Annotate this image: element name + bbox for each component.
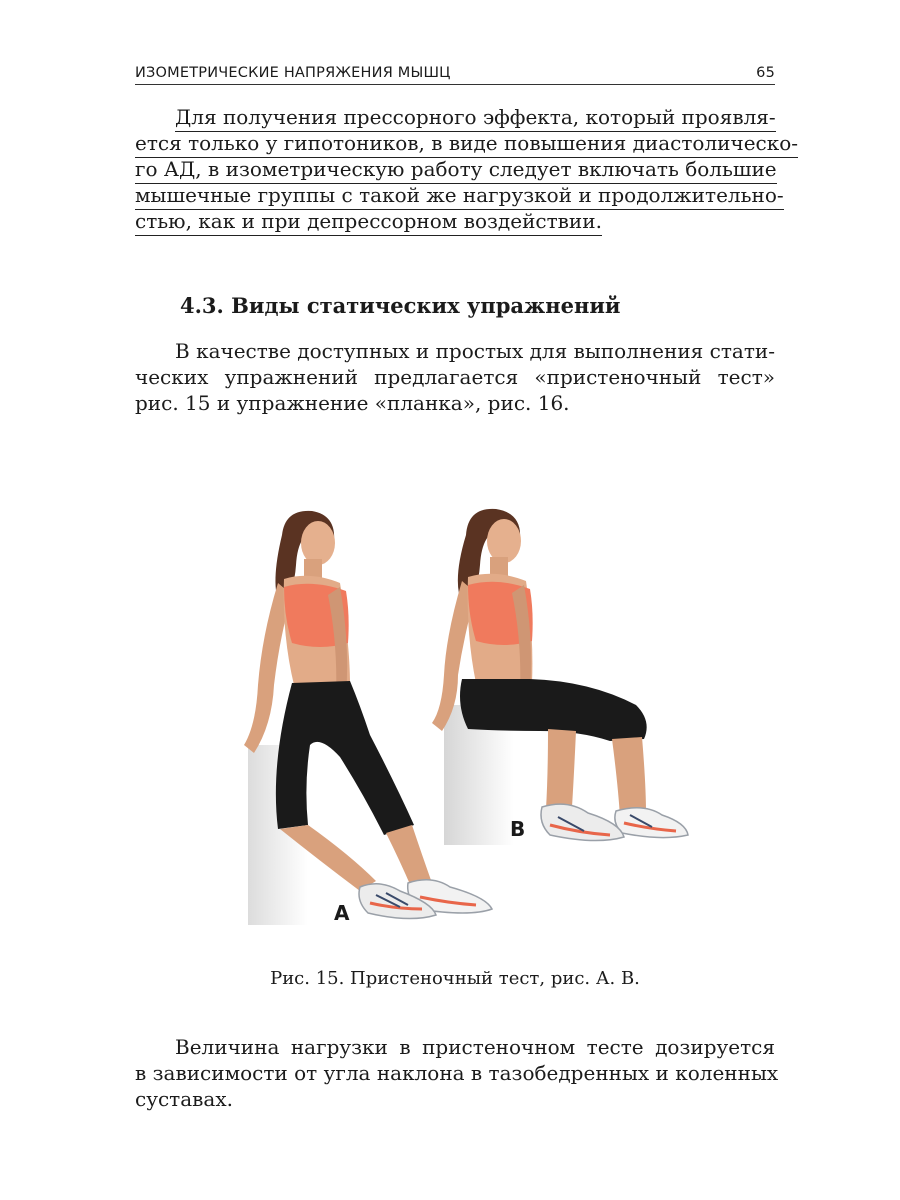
face-b [487, 519, 521, 563]
running-header-title: ИЗОМЕТРИЧЕСКИЕ НАПРЯЖЕНИЯ МЫШЦ [135, 65, 451, 81]
paragraph-pressor-effect [135, 104, 799, 234]
figure-caption: Рис. 15. Пристеночный тест, рис. А. В. [270, 968, 640, 989]
person-b-illustration [432, 509, 688, 845]
figure-label-a: A [334, 901, 350, 925]
paragraph-line [135, 156, 775, 182]
underlined-text: ется только у гипотоников, в виде повышения диастолическо- [135, 131, 798, 158]
underlined-text: стью, как и при депрессорном воздействии. [135, 209, 602, 236]
paragraph-line [135, 130, 799, 156]
paragraph-load-dosage [135, 1034, 779, 1112]
paragraph-line: В качестве доступных и простых для выполнения стати- [175, 339, 775, 363]
underlined-text: Для получения прессорного эффекта, который проявля- [175, 105, 776, 132]
sneaker-b-left [541, 804, 624, 840]
underlined-text: мышечные группы с такой же нагрузкой и продолжительно- [135, 183, 784, 210]
underlined-text: го АД, в изометрическую работу следует включать большие [135, 157, 777, 184]
wall-sit-figure [200, 495, 720, 940]
running-header [135, 62, 775, 85]
paragraph-line: в зависимости от угла наклона в тазобедренных и коленных [135, 1061, 779, 1085]
pants-a [276, 681, 414, 835]
paragraph-line [135, 208, 775, 234]
paragraph-line: рис. 15 и упражнение «планка», рис. 16. [135, 391, 570, 415]
paragraph-line [135, 182, 784, 208]
page-number: 65 [756, 65, 775, 81]
paragraph-line [135, 104, 775, 130]
section-heading: 4.3. Виды статических упражнений [180, 293, 621, 318]
paragraph-line: ческих упражнений предлагается «пристеночный тест» [135, 365, 775, 389]
paragraph-line: Величина нагрузки в пристеночном тесте дозируется [175, 1035, 775, 1059]
paragraph-static-exercises [135, 338, 775, 416]
figure-label-b: B [510, 817, 526, 841]
paragraph-line: суставах. [135, 1087, 233, 1111]
face-a [301, 521, 335, 565]
